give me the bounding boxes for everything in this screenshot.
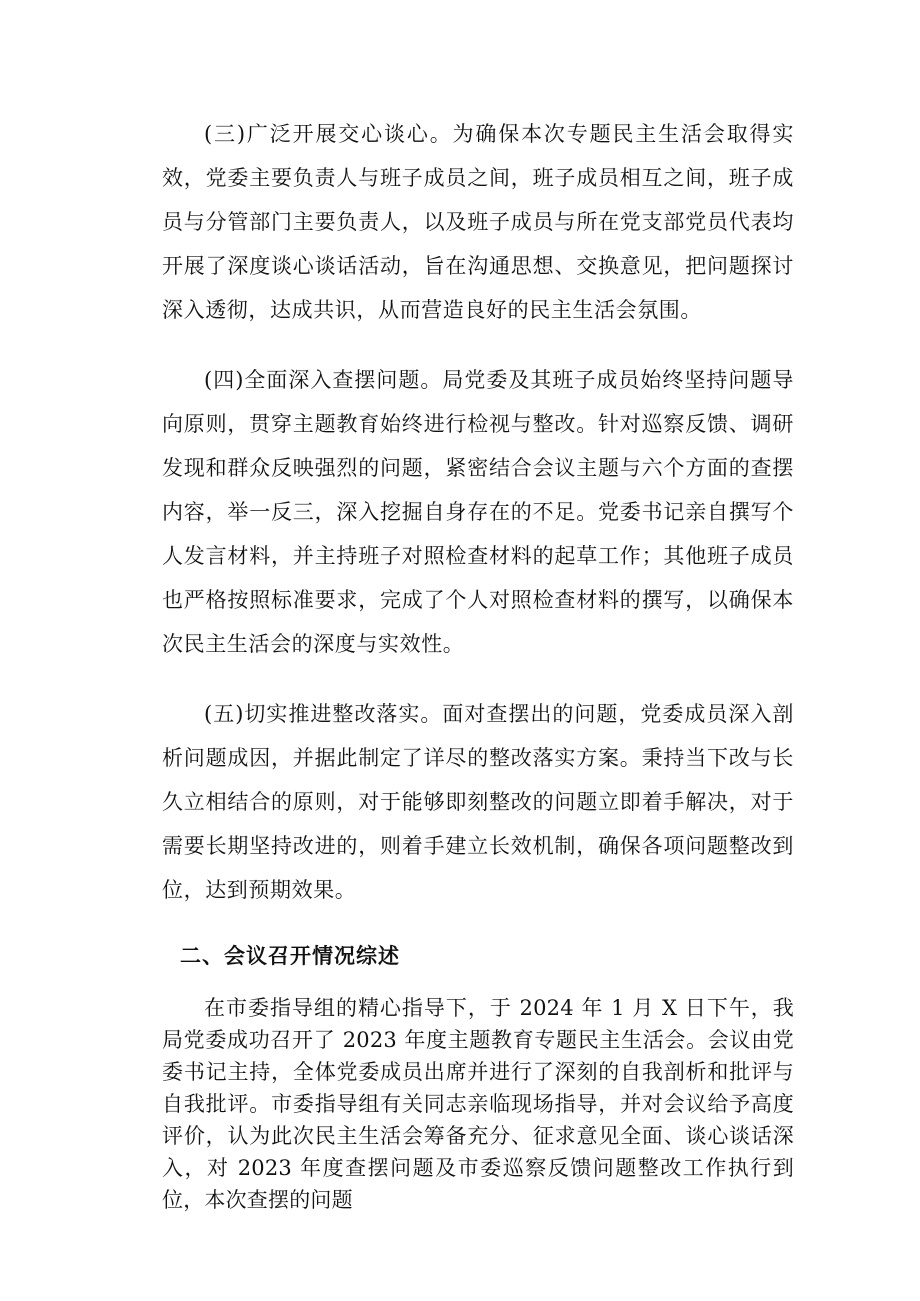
paragraph-talks: (三)广泛开展交心谈心。为确保本次专题民主生活会取得实效，党委主要负责人与班子成员之间，班子成员相互之间，班子成员与分管部门主要负责人，以及班子成员与所在党支部党员代表均开展了深度谈心谈话活动，旨在沟通思想、交换意见，把问题探讨深入透彻，达成共识，从而营造良好的民主生活会氛围。 — [162, 122, 794, 322]
section-heading-meeting-summary: 二、会议召开情况综述 — [180, 943, 400, 968]
paragraph-problem-review: (四)全面深入查摆问题。局党委及其班子成员始终坚持问题导向原则，贯穿主题教育始终进行检视与整改。针对巡察反馈、调研发现和群众反映强烈的问题，紧密结合会议主题与六个方面的查摆内容，举一反三，深入挖掘自身存在的不足。党委书记亲自撰写个人发言材料，并主持班子对照检查材料的起草工作；其他班子成员也严格按照标准要求，完成了个人对照检查材料的撰写，以确保本次民主生活会的深度与实效性。 — [162, 368, 794, 656]
paragraph-rectification: (五)切实推进整改落实。面对查摆出的问题，党委成员深入剖析问题成因，并据此制定了详尽的整改落实方案。秉持当下改与长久立相结合的原则，对于能够即刻整改的问题立即着手解决，对于需要长期坚持改进的，则着手建立长效机制，确保各项问题整改到位，达到预期效果。 — [162, 702, 794, 902]
paragraph-meeting-summary: 在市委指导组的精心指导下，于 2024 年 1 月 X 日下午，我局党委成功召开了 2023 年度主题教育专题民主生活会。会议由党委书记主持，全体党委成员出席并进行了深刻的自我剖析和批评与自我批评。市委指导组有关同志亲临现场指导，并对会议给予高度评价，认为此次民主生活会筹备充分、征求意见全面、谈心谈话深入，对 2023 年度查摆问题及市委巡察反馈问题整改工作执行到位，本次查摆的问题 — [162, 996, 794, 1212]
